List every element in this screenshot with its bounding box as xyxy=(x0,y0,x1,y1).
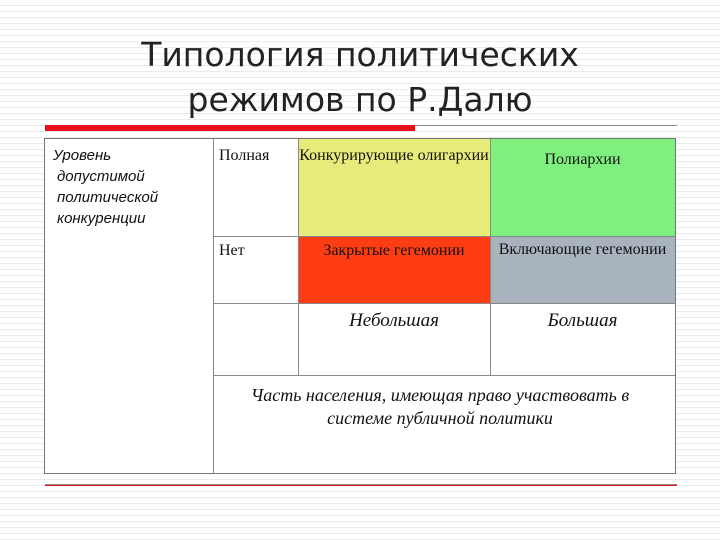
grid-line xyxy=(213,375,675,376)
cell-competitive-oligarchies: Конкурирующие олигархии xyxy=(298,139,490,236)
row-label-line-3: политической xyxy=(57,189,159,206)
row-axis-label xyxy=(45,139,213,239)
title-accent-bar xyxy=(45,125,415,131)
footer-accent-line xyxy=(45,485,677,486)
grid-line xyxy=(213,236,675,237)
grid-line xyxy=(490,139,491,375)
row-label-line-2: допустимой xyxy=(57,168,145,185)
row-label-line-1: Уровень xyxy=(53,147,112,164)
cell-polyarchies: Полиархии xyxy=(490,139,675,236)
slide-title xyxy=(60,32,660,122)
title-line-1: Типология политических xyxy=(141,35,579,74)
title-line-2: режимов по Р.Далю xyxy=(187,80,533,119)
cell-closed-hegemonies: Закрытые гегемонии xyxy=(298,236,490,303)
typology-table xyxy=(44,138,676,474)
grid-line xyxy=(298,139,299,375)
row-label-line-4: конкуренции xyxy=(57,210,146,227)
cell-inclusive-hegemonies: Включающие гегемонии xyxy=(490,236,675,303)
column-axis-label: Часть населения, имеющая право участвовать в системе публичной политики xyxy=(250,385,630,428)
grid-line xyxy=(213,139,214,473)
column-level-small: Небольшая xyxy=(349,310,439,331)
grid-line xyxy=(213,303,675,304)
column-level-large: Большая xyxy=(547,310,618,331)
level-full: Полная xyxy=(219,147,270,164)
level-none: Нет xyxy=(219,242,245,259)
